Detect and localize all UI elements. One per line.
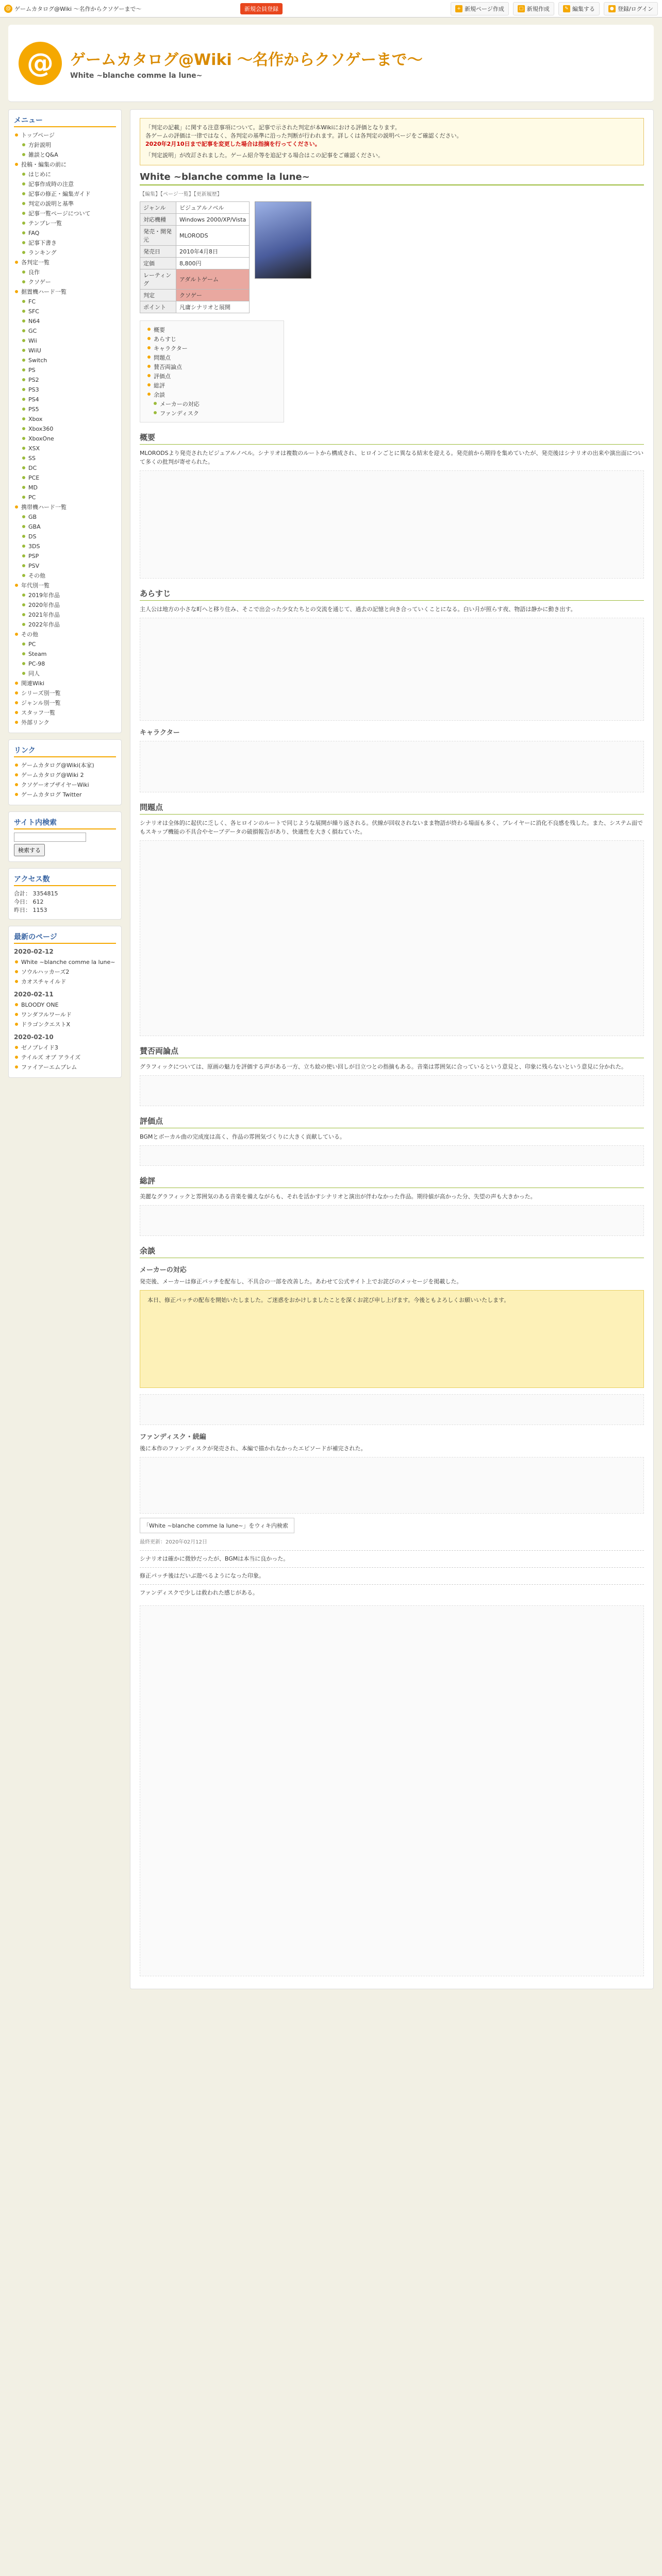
menu-item[interactable]: SFC <box>14 307 116 316</box>
menu-item[interactable]: 2019年作品 <box>14 590 116 600</box>
menu-item[interactable]: DS <box>14 532 116 541</box>
create-button[interactable] <box>513 2 554 15</box>
login-label: 登録/ログイン <box>617 5 653 12</box>
info-value: クソゲー <box>176 290 250 301</box>
info-key: 発売・開発元 <box>140 226 176 246</box>
maker-heading: メーカーの対応 <box>140 1266 187 1274</box>
info-value: MLORODS <box>176 226 250 246</box>
toolbar-title-text: ゲームカタログ@Wiki ～名作からクソゲーまで～ <box>14 5 142 12</box>
menu-item[interactable]: XboxOne <box>14 434 116 444</box>
maker-statement-text: 本日、修正パッチの配布を開始いたしました。ご迷惑をおかけしましたことを深くお詫び申し上げます。今後ともよろしくお願いいたします。 <box>147 1297 510 1303</box>
user-icon: ● <box>608 5 616 12</box>
content-wrap <box>8 109 654 1989</box>
menu-item[interactable]: Xbox <box>14 414 116 424</box>
wiki-search-link-text: 「White ~blanche comme la lune~」をウィキ内検索 <box>143 1522 288 1529</box>
menu-item[interactable]: テンプレ一覧 <box>14 218 116 228</box>
menu-item[interactable]: PC <box>14 493 116 502</box>
recent-date-list <box>14 1000 116 1029</box>
counter-today: 今日： 612 <box>14 899 44 905</box>
menu-item[interactable]: 記事の修正・編集ガイド <box>14 189 116 199</box>
info-row <box>140 290 250 301</box>
menu-item[interactable]: GBA <box>14 522 116 532</box>
overview-continued <box>140 470 644 579</box>
recent-page-link[interactable]: ソウルハッカーズ2 <box>14 967 116 977</box>
search-input[interactable] <box>14 833 86 842</box>
menu-item[interactable]: PS2 <box>14 375 116 385</box>
menu-item[interactable]: Xbox360 <box>14 424 116 434</box>
comment-item: シナリオは確かに微妙だったが、BGMは本当に良かった。 <box>140 1550 644 1567</box>
menu-item[interactable]: 2020年作品 <box>14 600 116 610</box>
overview-text: MLORODSより発売されたビジュアルノベル。シナリオは複数のルートから構成され、ヒロインごとに異なる結末を迎える。発売前から期待を集めていたが、発売後はシナリオの出来や演出面について多くの批判が寄せられた。 <box>140 450 644 465</box>
good-text: BGMとボーカル曲の完成度は高く、作品の雰囲気づくりに大きく貢献している。 <box>140 1133 345 1140</box>
recent-page-link[interactable]: White ~blanche comme la lune~ <box>14 957 116 967</box>
site-header <box>8 25 654 102</box>
recent-date: 2020-02-10 <box>14 1033 54 1041</box>
notice-warning: 2020年2月10日まで記事を変更した場合は指摘を行ってください。 <box>145 141 321 147</box>
misc-heading: 余談 <box>140 1245 644 1258</box>
toc-item[interactable]: あらすじ <box>147 334 276 344</box>
info-value: ビジュアルノベル <box>176 202 250 214</box>
edit-label: 編集する <box>572 5 595 12</box>
site-notice <box>140 118 644 165</box>
story-text: 主人公は地方の小さな町へと移り住み、そこで出会った少女たちとの交流を通じて、過去の記憶と向き合っていくことになる。白い月が照らす夜、物語は静かに動き出す。 <box>140 606 576 613</box>
menu-item[interactable]: FC <box>14 297 116 307</box>
info-row <box>140 246 250 258</box>
page-tools[interactable]: 【編集】【ページ一覧】【更新履歴】 <box>140 192 222 197</box>
menu-item[interactable]: GB <box>14 512 116 522</box>
menu-item[interactable]: PSP <box>14 551 116 561</box>
fandisk-continued <box>140 1457 644 1514</box>
new-page-label: 新規ページ作成 <box>465 5 504 12</box>
menu-item[interactable]: PS4 <box>14 395 116 404</box>
menu-item[interactable]: PSV <box>14 561 116 571</box>
page-title: White ~blanche comme la lune~ <box>140 172 644 185</box>
pro-con-heading: 賛否両論点 <box>140 1045 644 1058</box>
info-row <box>140 214 250 226</box>
toc-item[interactable]: ファンディスク <box>147 409 276 418</box>
menu-box <box>8 109 122 733</box>
counter-box <box>8 868 122 920</box>
counter-total: 合計： 3354815 <box>14 890 58 897</box>
recent-page-link[interactable]: カオスチャイルド <box>14 977 116 987</box>
info-row <box>140 258 250 269</box>
edit-button[interactable] <box>558 2 600 15</box>
site-title[interactable]: ゲームカタログ@Wiki ～名作からクソゲーまで～ <box>70 50 423 69</box>
problem-text: シナリオは全体的に起伏に乏しく、各ヒロインのルートで同じような展開が繰り返される。伏線が回収されないまま物語が終わる場面も多く、プレイヤーに消化不良感を残した。また、システム面でもスキップ機能の不具合やセーブデータの破損報告があり、快適性を大きく損ねていた。 <box>140 820 643 835</box>
info-key: 発売日 <box>140 246 176 258</box>
comment-item: 修正パッチ後はだいぶ遊べるようになった印象。 <box>140 1567 644 1584</box>
good-heading: 評価点 <box>140 1115 644 1128</box>
menu-item[interactable]: 判定の説明と基準 <box>14 199 116 209</box>
info-row <box>140 202 250 214</box>
notice-line-4: 「判定説明」が改訂されました。ゲーム紹介等を追記する場合はこの記事をご確認ください。 <box>145 152 384 159</box>
menu-item[interactable]: PCE <box>14 473 116 483</box>
maker-text: 発売後、メーカーは修正パッチを配布し、不具合の一部を改善した。あわせて公式サイト上でお詫びのメッセージを掲載した。 <box>140 1278 462 1285</box>
info-key: 定価 <box>140 258 176 269</box>
menu-item[interactable]: 年代別一覧 <box>14 581 116 590</box>
info-key: レーティング <box>140 269 176 290</box>
menu-item[interactable]: PC-98 <box>14 659 116 669</box>
plus-icon: + <box>455 5 462 12</box>
menu-item[interactable]: はじめに <box>14 170 116 179</box>
toc-item[interactable]: 問題点 <box>147 353 276 362</box>
recent-date-list <box>14 957 116 987</box>
menu-item[interactable]: SS <box>14 453 116 463</box>
total-continued <box>140 1205 644 1236</box>
menu-item[interactable]: 同人 <box>14 669 116 679</box>
menu-item[interactable]: PC <box>14 639 116 649</box>
comment-list <box>140 1550 644 1601</box>
toc-list <box>147 325 276 418</box>
menu-item[interactable]: シリーズ別一覧 <box>14 688 116 698</box>
comment-item: ファンディスクで少しは救われた感じがある。 <box>140 1584 644 1601</box>
menu-item[interactable]: PS5 <box>14 404 116 414</box>
info-table <box>140 201 250 313</box>
document-icon: □ <box>518 5 525 12</box>
external-link[interactable]: ゲームカタログ@Wiki 2 <box>14 770 116 780</box>
notice-line-2: 各ゲームの評価は一律ではなく、各判定の基準に沿った判断が行われます。詳しくは各判定の説明ページをご確認ください。 <box>145 132 462 139</box>
maker-continued <box>140 1394 644 1425</box>
recent-page-link[interactable]: ファイアーエムブレム <box>14 1062 116 1072</box>
menu-item[interactable]: XSX <box>14 444 116 453</box>
menu-item[interactable]: 携帯機ハード一覧 <box>14 502 116 512</box>
info-row <box>140 301 250 313</box>
menu-item[interactable]: 方針説明 <box>14 140 116 150</box>
menu-item[interactable]: 記事一覧ページについて <box>14 209 116 218</box>
recent-page-link[interactable]: テイルズ オブ アライズ <box>14 1053 116 1062</box>
links-list <box>14 760 116 800</box>
login-button[interactable] <box>604 2 658 15</box>
menu-item[interactable]: 3DS <box>14 541 116 551</box>
menu-item[interactable]: その他 <box>14 630 116 639</box>
info-key: ジャンル <box>140 202 176 214</box>
maker-statement <box>140 1290 644 1388</box>
cover-image <box>255 201 311 279</box>
recent-list <box>14 948 116 1072</box>
problem-continued <box>140 840 644 1036</box>
external-link[interactable]: ゲームカタログ Twitter <box>14 790 116 800</box>
toc-item[interactable]: キャラクター <box>147 344 276 353</box>
menu-item[interactable]: FAQ <box>14 228 116 238</box>
external-link[interactable]: ゲームカタログ@Wiki(本家) <box>14 760 116 770</box>
links-heading: リンク <box>14 745 116 757</box>
menu-item[interactable]: PS <box>14 365 116 375</box>
menu-item[interactable]: トップページ <box>14 130 116 140</box>
toc-item[interactable]: メーカーの対応 <box>147 399 276 409</box>
recent-page-link[interactable]: BLOODY ONE <box>14 1000 116 1010</box>
toc-item[interactable]: 評価点 <box>147 371 276 381</box>
fandisk-text: 後に本作のファンディスクが発売され、本編で描かれなかったエピソードが補完された。 <box>140 1445 367 1452</box>
menu-item[interactable]: Switch <box>14 355 116 365</box>
info-value: 凡庸シナリオと展開 <box>176 301 250 313</box>
recent-page-link[interactable]: ドラゴンクエストX <box>14 1020 116 1029</box>
recent-box <box>8 926 122 1078</box>
info-value: Windows 2000/XP/Vista <box>176 214 250 226</box>
menu-item[interactable]: 良作 <box>14 267 116 277</box>
counter-yesterday: 昨日： 1153 <box>14 907 47 913</box>
info-value: アダルトゲーム <box>176 269 250 290</box>
register-button[interactable]: 新規会員登録 <box>240 3 283 14</box>
counter-heading: アクセス数 <box>14 874 116 886</box>
toc-item[interactable]: 概要 <box>147 325 276 334</box>
info-area <box>140 201 644 313</box>
create-label: 新規作成 <box>526 5 550 12</box>
toc-item[interactable]: 総評 <box>147 381 276 390</box>
menu-item[interactable]: 記事下書き <box>14 238 116 248</box>
menu-item[interactable]: MD <box>14 483 116 493</box>
site-logo-icon[interactable]: @ <box>19 42 62 85</box>
story-continued <box>140 618 644 721</box>
top-toolbar <box>0 0 662 18</box>
total-text: 美麗なグラフィックと雰囲気のある音楽を備えながらも、それを活かすシナリオと演出が伴わなかった作品。期待値が高かった分、失望の声も大きかった。 <box>140 1193 536 1200</box>
sidebar <box>8 109 122 1989</box>
main-content <box>130 109 654 1989</box>
character-heading: キャラクター <box>140 729 180 737</box>
toolbar-site-title[interactable] <box>4 5 236 13</box>
info-row <box>140 269 250 290</box>
menu-heading: メニュー <box>14 115 116 127</box>
menu-item[interactable]: 2021年作品 <box>14 610 116 620</box>
recent-heading: 最新のページ <box>14 931 116 944</box>
recent-page-link[interactable]: ワンダフルワールド <box>14 1010 116 1020</box>
recent-date-list <box>14 1043 116 1072</box>
overview-heading: 概要 <box>140 432 644 445</box>
menu-item[interactable]: 各判定一覧 <box>14 258 116 267</box>
menu-item[interactable]: 投稿・編集の前に <box>14 160 116 170</box>
menu-item[interactable]: 記事作成時の注意 <box>14 179 116 189</box>
new-page-button[interactable] <box>451 2 509 15</box>
menu-item[interactable]: 外部リンク <box>14 718 116 727</box>
menu-item[interactable]: ジャンル別一覧 <box>14 698 116 708</box>
menu-list <box>14 130 116 727</box>
recent-date: 2020-02-12 <box>14 948 54 955</box>
last-updated: 最終更新：2020年02月12日 <box>140 1539 207 1545</box>
search-heading: サイト内検索 <box>14 817 116 829</box>
comments-continued <box>140 1605 644 1976</box>
pro-con-text: グラフィックについては、原画の魅力を評価する声がある一方、立ち絵の使い回しが目立つとの指摘もある。音楽は雰囲気に合っているという意見と、印象に残らないという意見に分かれた。 <box>140 1063 627 1070</box>
toc-item[interactable]: 余談 <box>147 390 276 399</box>
recent-date: 2020-02-11 <box>14 991 54 998</box>
total-heading: 総評 <box>140 1175 644 1188</box>
menu-item[interactable]: PS3 <box>14 385 116 395</box>
info-value: 2010年4月8日 <box>176 246 250 258</box>
info-key: ポイント <box>140 301 176 313</box>
toc-item[interactable]: 賛否両論点 <box>147 362 276 371</box>
site-subtitle: White ~blanche comme la lune~ <box>70 71 203 80</box>
menu-item[interactable]: GC <box>14 326 116 336</box>
table-of-contents <box>140 320 284 422</box>
wiki-logo-icon: @ <box>4 5 12 13</box>
info-key: 対応機種 <box>140 214 176 226</box>
story-heading: あらすじ <box>140 588 644 601</box>
pencil-icon: ✎ <box>563 5 570 12</box>
menu-item[interactable]: 雑談とQ&A <box>14 150 116 160</box>
fandisk-heading: ファンディスク・続編 <box>140 1433 206 1441</box>
menu-item[interactable]: スタッフ一覧 <box>14 708 116 718</box>
info-key: 判定 <box>140 290 176 301</box>
good-continued <box>140 1145 644 1166</box>
menu-item[interactable]: DC <box>14 463 116 473</box>
search-button[interactable]: 検索する <box>14 844 45 856</box>
menu-item[interactable]: Wii <box>14 336 116 346</box>
menu-item[interactable]: Steam <box>14 649 116 659</box>
character-list <box>140 741 644 792</box>
problem-heading: 問題点 <box>140 802 644 815</box>
recent-page-link[interactable]: ゼノブレイド3 <box>14 1043 116 1053</box>
notice-line-1: 「判定の記載」に関する注意事項について。記事で示された判定が本Wikiにおける評価となります。 <box>145 124 401 131</box>
menu-item[interactable]: クソゲー <box>14 277 116 287</box>
menu-item[interactable]: WiiU <box>14 346 116 355</box>
external-link[interactable]: クソゲーオブザイヤーWiki <box>14 780 116 790</box>
info-value: 8,800円 <box>176 258 250 269</box>
menu-item[interactable]: 据置機ハード一覧 <box>14 287 116 297</box>
links-box <box>8 739 122 805</box>
menu-item[interactable]: その他 <box>14 571 116 581</box>
info-row <box>140 226 250 246</box>
menu-item[interactable]: ランキング <box>14 248 116 258</box>
menu-item[interactable]: 関連Wiki <box>14 679 116 688</box>
search-box <box>8 811 122 862</box>
wiki-search-link[interactable] <box>140 1518 294 1533</box>
menu-item[interactable]: 2022年作品 <box>14 620 116 630</box>
menu-item[interactable]: N64 <box>14 316 116 326</box>
pro-con-continued <box>140 1075 644 1106</box>
